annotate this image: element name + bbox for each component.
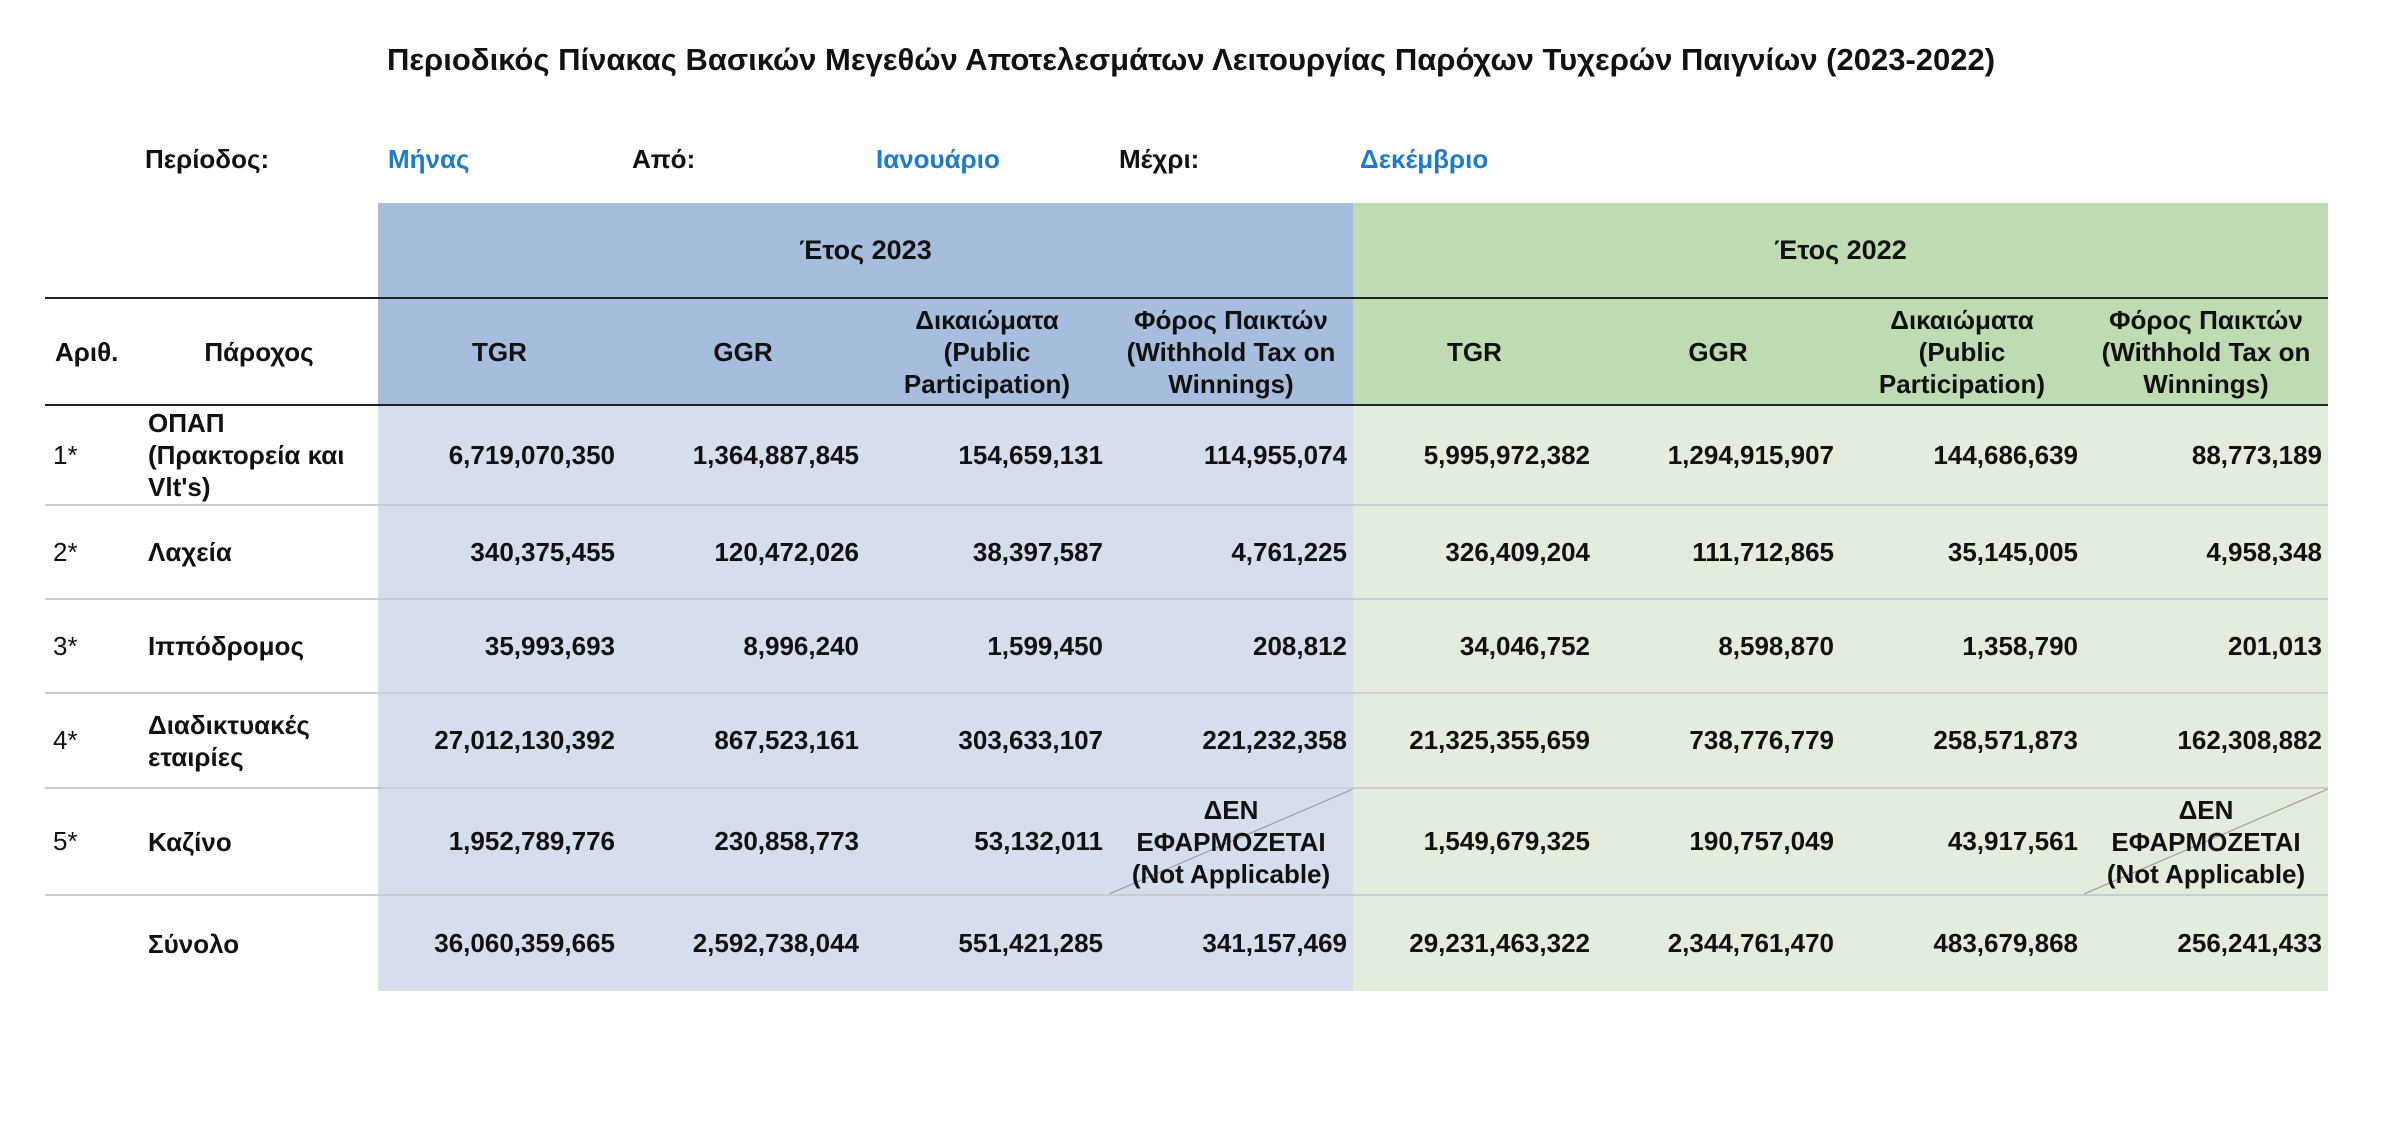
cell-public-participation-2022: 258,571,873 [1840,693,2084,788]
cell-ggr-2023: 230,858,773 [621,788,865,895]
cell-ggr-2022: 8,598,870 [1596,599,1840,693]
row-number: 4* [45,693,140,788]
column-header-line: TGR [472,336,527,367]
provider-name [140,505,378,599]
row-number [45,895,140,991]
provider-name [140,788,378,895]
not-applicable-line: ΕΦΑΡΜΟΖΕΤΑΙ [2111,826,2301,857]
column-header-number: Αριθ. [45,298,140,405]
row-number: 1* [45,405,140,505]
cell-public-participation-2022: 144,686,639 [1840,405,2084,505]
results-table [45,203,2328,991]
provider-name-line: (Πρακτορεία και [148,440,345,470]
cell-ggr-2022: 2,344,761,470 [1596,895,1840,991]
provider-name-line: εταιρίες [148,741,244,772]
total-row [45,895,2328,991]
column-header-line: Participation) [903,368,1071,399]
from-value: Ιανουάριο [876,144,1000,174]
column-header-withhold-tax-2023 [1109,298,1353,405]
column-header-line: Winnings) [2143,368,2269,399]
provider-name-line: Vlt's) [148,472,211,502]
column-header-line: Φόρος Παικτών [2109,304,2303,335]
provider-name-line: Ιππόδρομος [148,631,304,661]
cell-tgr-2023: 35,993,693 [378,599,621,693]
provider-name-line: Λαχεία [148,537,232,567]
column-header-public-participation-2023 [865,298,1109,405]
column-header-withhold-tax-2022 [2084,298,2328,405]
column-header-ggr-2023 [621,298,865,405]
column-header-line: Δικαιώματα [1890,304,2034,335]
cell-public-participation-2023: 303,633,107 [865,693,1109,788]
table-row [45,788,2328,895]
row-number: 3* [45,599,140,693]
cell-tgr-2023: 36,060,359,665 [378,895,621,991]
cell-tgr-2022: 5,995,972,382 [1353,405,1596,505]
column-header-line: (Public [943,336,1031,367]
not-applicable-line: (Not Applicable) [2106,858,2306,889]
column-header-tgr-2022 [1353,298,1596,405]
cell-withhold-tax-2022: 88,773,189 [2084,405,2328,505]
table-row [45,599,2328,693]
cell-tgr-2022: 29,231,463,322 [1353,895,1596,991]
provider-name-line: Διαδικτυακές [148,709,310,740]
cell-public-participation-2022: 483,679,868 [1840,895,2084,991]
cell-withhold-tax-2022: 162,308,882 [2084,693,2328,788]
column-header-line: GGR [1688,336,1748,367]
not-applicable-line: ΔΕΝ [1203,794,1259,825]
cell-ggr-2023: 8,996,240 [621,599,865,693]
row-number: 2* [45,505,140,599]
column-header-line: Δικαιώματα [915,304,1059,335]
cell-ggr-2023: 1,364,887,845 [621,405,865,505]
column-header-provider: Πάροχος [140,298,378,405]
cell-ggr-2022: 738,776,779 [1596,693,1840,788]
cell-tgr-2022: 21,325,355,659 [1353,693,1596,788]
from-label: Από: [632,144,696,174]
cell-public-participation-2023: 38,397,587 [865,505,1109,599]
table-row [45,405,2328,505]
column-header-tgr-2023 [378,298,621,405]
cell-ggr-2022: 111,712,865 [1596,505,1840,599]
table-row [45,693,2328,788]
not-applicable-text [2084,794,2328,890]
column-header-line: (Withhold Tax on [1126,336,1336,367]
year-2023-header: Έτος 2023 [378,203,1353,298]
cell-public-participation-2022: 1,358,790 [1840,599,2084,693]
cell-withhold-tax-2022: 256,241,433 [2084,895,2328,991]
cell-withhold-tax-2023: 4,761,225 [1109,505,1353,599]
to-label: Μέχρι: [1119,144,1200,174]
cell-withhold-tax-2023 [1109,788,1353,895]
column-header-line: (Withhold Tax on [2101,336,2311,367]
period-value: Μήνας [388,144,470,174]
column-header-public-participation-2022 [1840,298,2084,405]
column-header-line: Φόρος Παικτών [1134,304,1328,335]
cell-withhold-tax-2023: 208,812 [1109,599,1353,693]
cell-public-participation-2023: 551,421,285 [865,895,1109,991]
cell-withhold-tax-2023: 341,157,469 [1109,895,1353,991]
cell-public-participation-2023: 154,659,131 [865,405,1109,505]
year-2022-header: Έτος 2022 [1353,203,2328,298]
column-header-line: GGR [713,336,773,367]
cell-tgr-2022: 326,409,204 [1353,505,1596,599]
period-label: Περίοδος: [145,144,270,174]
cell-withhold-tax-2023: 221,232,358 [1109,693,1353,788]
cell-withhold-tax-2022 [2084,788,2328,895]
row-number: 5* [45,788,140,895]
cell-tgr-2023: 1,952,789,776 [378,788,621,895]
provider-name [140,693,378,788]
column-header-line: TGR [1447,336,1502,367]
cell-public-participation-2022: 43,917,561 [1840,788,2084,895]
provider-name-line: Καζίνο [148,826,232,857]
not-applicable-line: ΕΦΑΡΜΟΖΕΤΑΙ [1136,826,1326,857]
cell-withhold-tax-2022: 4,958,348 [2084,505,2328,599]
cell-tgr-2023: 27,012,130,392 [378,693,621,788]
cell-tgr-2022: 34,046,752 [1353,599,1596,693]
not-applicable-text [1109,794,1353,890]
provider-name-line: ΟΠΑΠ [148,408,225,438]
not-applicable-line: ΔΕΝ [2178,794,2234,825]
cell-ggr-2023: 867,523,161 [621,693,865,788]
to-value: Δεκέμβριο [1360,144,1489,174]
cell-ggr-2023: 120,472,026 [621,505,865,599]
cell-tgr-2023: 340,375,455 [378,505,621,599]
cell-tgr-2023: 6,719,070,350 [378,405,621,505]
cell-ggr-2022: 1,294,915,907 [1596,405,1840,505]
provider-name [140,405,378,505]
provider-name: Σύνολο [148,928,240,959]
cell-tgr-2022: 1,549,679,325 [1353,788,1596,895]
cell-ggr-2022: 190,757,049 [1596,788,1840,895]
cell-withhold-tax-2023: 114,955,074 [1109,405,1353,505]
table-row [45,505,2328,599]
column-header-line: Participation) [1878,368,2046,399]
not-applicable-line: (Not Applicable) [1131,858,1331,889]
provider-name [140,599,378,693]
cell-public-participation-2023: 1,599,450 [865,599,1109,693]
cell-public-participation-2022: 35,145,005 [1840,505,2084,599]
column-header-line: Winnings) [1168,368,1294,399]
cell-public-participation-2023: 53,132,011 [865,788,1109,895]
cell-ggr-2023: 2,592,738,044 [621,895,865,991]
page-title: Περιοδικός Πίνακας Βασικών Μεγεθών Αποτελεσμάτων Λειτουργίας Παρόχων Τυχερών Παιγνίων (2023-2022) [386,42,1996,77]
cell-withhold-tax-2022: 201,013 [2084,599,2328,693]
column-header-ggr-2022 [1596,298,1840,405]
column-header-line: (Public [1918,336,2006,367]
